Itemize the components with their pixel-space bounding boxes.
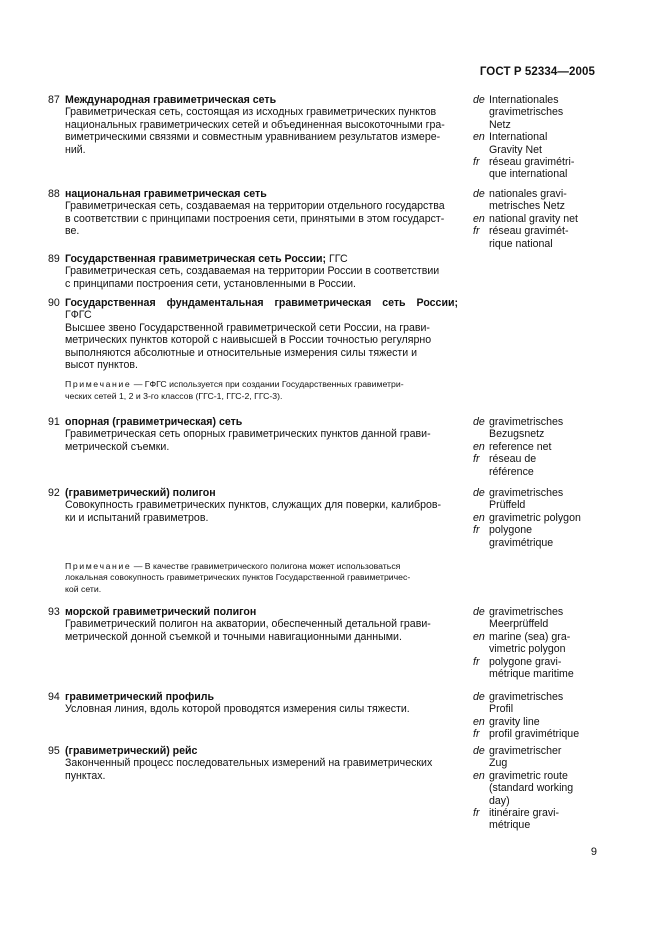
term-number: 94 [48, 691, 60, 703]
term-entry-88 [48, 188, 458, 238]
note-text: ческих сетей 1, 2 и 3-го классов (ГГС-1, ГГС-2, ГГС-3). [65, 390, 283, 401]
term-title-wrap [65, 297, 458, 322]
language-code: fr [473, 524, 480, 537]
equivalent-term-line: day) [489, 794, 510, 807]
term-title-wrap [65, 253, 348, 265]
note-text: кой сети. [65, 583, 102, 594]
term-entry-92 [48, 487, 458, 595]
equivalent-term-line: (standard working [489, 782, 574, 795]
term-definition-line: метрической донной съемкой и точными навигационными данными. [65, 630, 402, 643]
equivalent-term-line: gravimétrique [489, 536, 554, 549]
equivalent-term-line: métrique maritime [489, 668, 574, 681]
foreign-equivalents [473, 416, 623, 478]
equivalent-term-line: Gravity Net [489, 143, 542, 156]
equivalent-term [489, 225, 568, 250]
equivalent-term-line: metrisches Netz [489, 200, 565, 213]
term-definition-line: ве. [65, 225, 80, 238]
equivalent-term [489, 606, 563, 631]
term-title-wrap [65, 487, 216, 499]
term-definition-line: ки и испытаний гравиметров. [65, 511, 209, 524]
equivalent-term-line: gravimetrisches [489, 416, 564, 428]
equivalent-term [489, 131, 547, 156]
language-code: fr [473, 453, 480, 466]
equivalent-term-line: référence [489, 465, 534, 478]
language-code: de [473, 188, 485, 200]
term-note-line [65, 584, 458, 595]
equivalent-de [473, 94, 623, 131]
term-title: (гравиметрический) рейс [65, 745, 198, 757]
term-definition-line: высот пунктов. [65, 359, 138, 372]
term-heading [48, 253, 458, 265]
term-title-wrap [65, 691, 214, 703]
equivalent-term-line: Profil [489, 703, 514, 716]
term-note-line [65, 379, 458, 390]
equivalent-en [473, 131, 623, 156]
equivalent-term [489, 213, 578, 225]
term-definition [65, 322, 458, 372]
language-code: fr [473, 156, 480, 169]
term-definition [65, 428, 458, 453]
term-definition-line: виметрическими связями и совместным уравниванием результатов измере- [65, 131, 441, 144]
equivalent-term-line: itinéraire gravi- [489, 807, 560, 820]
term-entry-94 [48, 691, 458, 716]
term-definition-line: Законченный процесс последовательных измерений на гравиметрических [65, 757, 433, 770]
equivalent-term [489, 691, 563, 716]
term-number: 89 [48, 253, 60, 265]
term-entry-95 [48, 745, 458, 782]
term-heading [48, 94, 458, 106]
equivalent-term [489, 728, 579, 740]
term-title: (гравиметрический) полигон [65, 487, 216, 499]
term-number: 87 [48, 94, 60, 106]
term-note [65, 561, 458, 595]
equivalent-term-line: vimetric polygon [489, 643, 566, 656]
equivalent-term [489, 441, 551, 453]
note-text: локальная совокупность гравиметрических пунктов Государственной гравиметричес- [65, 572, 411, 583]
language-code: en [473, 212, 485, 225]
term-title: морской гравиметрический полигон [65, 606, 257, 618]
equivalent-term-line: profil gravimétrique [489, 728, 580, 741]
note-text: — ГФГС используется при создании Государственных гравиметри- [131, 379, 404, 390]
equivalent-term [489, 156, 574, 181]
term-definition [65, 106, 458, 156]
term-definition-line: Гравиметрическая сеть, состоящая из исходных гравиметрических пунктов [65, 106, 437, 119]
term-number: 88 [48, 188, 60, 200]
equivalent-term [489, 487, 563, 512]
equivalent-term-line: réseau de [489, 453, 537, 466]
term-number: 93 [48, 606, 60, 618]
term-heading [48, 745, 458, 757]
term-definition-line: пунктах. [65, 769, 106, 782]
term-title: Государственная гравиметрическая сеть России; [65, 253, 327, 265]
equivalent-term-line: Prüffeld [489, 499, 526, 512]
equivalent-term-line: polygone gravi- [489, 655, 562, 668]
equivalent-term-line: Bezugsnetz [489, 428, 545, 441]
equivalent-term-line: gravimetrisches [489, 487, 564, 499]
term-title: Международная гравиметрическая сеть [65, 94, 277, 106]
term-note-line [65, 572, 458, 583]
foreign-equivalents [473, 94, 623, 181]
term-number: 95 [48, 745, 60, 757]
term-title-wrap [65, 188, 267, 200]
equivalent-term-line: gravimetrisches [489, 106, 564, 119]
equivalent-term [489, 770, 573, 807]
term-heading [48, 606, 458, 618]
equivalent-term-line: que international [489, 168, 568, 181]
foreign-equivalents [473, 487, 623, 549]
term-definition [65, 265, 458, 290]
language-code: de [473, 416, 485, 428]
language-code: de [473, 691, 485, 703]
equivalent-term [489, 745, 561, 770]
term-number: 91 [48, 416, 60, 428]
term-title-wrap [65, 745, 197, 757]
term-number: 90 [48, 297, 60, 309]
term-definition-line: метрических пунктов которой с наивысшей в России точностью регулярно [65, 334, 432, 347]
equivalent-fr [473, 524, 623, 549]
equivalent-term [489, 524, 553, 549]
note-text: — В качестве гравиметрического полигона может использоваться [131, 561, 401, 572]
foreign-equivalents [473, 606, 623, 680]
term-note-line [65, 561, 458, 572]
equivalent-de [473, 188, 623, 213]
term-definition [65, 200, 458, 237]
term-abbreviation: ГФГС [65, 309, 92, 322]
equivalent-term-line: nationales gravi- [489, 188, 567, 200]
term-title-wrap [65, 94, 276, 106]
term-title-wrap [65, 416, 242, 428]
equivalent-term-line: reference net [489, 440, 552, 453]
equivalent-de [473, 416, 623, 441]
language-code: de [473, 94, 485, 106]
term-definition-line: выполняются абсолютные и относительные измерения силы тяжести и [65, 346, 418, 359]
term-definition-line: ний. [65, 143, 86, 156]
equivalent-term-line: métrique [489, 819, 531, 832]
equivalent-term-line: gravimetrisches [489, 606, 564, 618]
equivalent-term-line: réseau gravimét- [489, 225, 569, 238]
term-title: Государственная фундаментальная гравиметрическая сеть России; [65, 297, 458, 309]
equivalent-term [489, 807, 559, 832]
equivalent-term-line: gravimetrisches [489, 691, 564, 703]
equivalent-term-line: Zug [489, 757, 508, 770]
language-code: en [473, 769, 485, 782]
equivalent-term-line: gravimetric route [489, 769, 568, 782]
term-definition-line: Гравиметрическая сеть, создаваемая на территории отдельного государства [65, 200, 445, 213]
equivalent-term-line: Internationales [489, 94, 559, 106]
equivalent-fr [473, 156, 623, 181]
equivalent-en [473, 441, 623, 453]
term-number: 92 [48, 487, 60, 499]
term-definition-line: Гравиметрический полигон на акватории, обеспеченный детальной грави- [65, 618, 431, 631]
term-entry-91 [48, 416, 458, 453]
language-code: en [473, 440, 485, 453]
language-code: en [473, 131, 485, 144]
term-entry-87 [48, 94, 458, 156]
equivalent-term-line: rique national [489, 237, 553, 250]
equivalent-term [489, 416, 563, 441]
term-heading [48, 297, 458, 322]
equivalent-de [473, 487, 623, 512]
term-definition-line: в соответствии с принципами построения сети, принятыми в этом государст- [65, 212, 445, 225]
equivalent-de [473, 606, 623, 631]
term-definition [65, 499, 458, 524]
language-code: en [473, 715, 485, 728]
language-code: fr [473, 655, 480, 668]
equivalent-fr [473, 453, 623, 478]
language-code: fr [473, 728, 480, 741]
equivalent-term-line: gravimetric polygon [489, 511, 581, 524]
term-title-wrap [65, 606, 256, 618]
language-code: fr [473, 225, 480, 238]
term-definition-line: Совокупность гравиметрических пунктов, служащих для поверки, калибров- [65, 499, 442, 512]
equivalent-term [489, 188, 567, 213]
equivalent-de [473, 745, 623, 770]
term-heading [48, 691, 458, 703]
term-definition [65, 757, 458, 782]
term-definition [65, 618, 458, 643]
equivalent-en [473, 631, 623, 656]
equivalent-fr [473, 807, 623, 832]
foreign-equivalents [473, 691, 623, 741]
equivalent-fr [473, 656, 623, 681]
equivalent-term-line: national gravity net [489, 212, 578, 225]
equivalent-term-line: Netz [489, 118, 511, 131]
term-heading [48, 487, 458, 499]
page-number: 9 [590, 846, 597, 858]
language-code: de [473, 487, 485, 499]
note-label: Примечание [65, 561, 132, 572]
equivalent-en [473, 770, 623, 807]
term-definition-line: метрической съемки. [65, 440, 170, 453]
equivalent-term-line: réseau gravimétri- [489, 156, 575, 169]
language-code: en [473, 630, 485, 643]
term-heading [48, 416, 458, 428]
term-title: национальная гравиметрическая сеть [65, 188, 267, 200]
term-title: гравиметрический профиль [65, 691, 214, 703]
term-definition [65, 703, 458, 715]
term-note-line [65, 391, 458, 402]
equivalent-term [489, 94, 563, 131]
equivalent-de [473, 691, 623, 716]
equivalent-term [489, 656, 574, 681]
term-entry-93 [48, 606, 458, 643]
language-code: de [473, 606, 485, 618]
term-abbreviation: ГГС [326, 253, 348, 265]
language-code: fr [473, 807, 480, 820]
equivalent-en [473, 716, 623, 728]
term-definition-line: Гравиметрическая сеть, создаваемая на территории России в соответствии [65, 265, 440, 278]
document-standard-header: ГОСТ Р 52334—2005 [479, 66, 595, 78]
term-definition-line: Условная линия, вдоль которой проводятся измерения силы тяжести. [65, 703, 410, 716]
note-label: Примечание [65, 379, 132, 390]
term-title: опорная (гравиметрическая) сеть [65, 416, 243, 428]
equivalent-term-line: gravimetrischer [489, 745, 562, 757]
equivalent-fr [473, 728, 623, 740]
equivalent-term [489, 716, 540, 728]
foreign-equivalents [473, 745, 623, 832]
equivalent-fr [473, 225, 623, 250]
term-definition-line: Высшее звено Государственной гравиметрической сети России, на грави- [65, 321, 430, 334]
equivalent-term-line: polygone [489, 524, 533, 537]
equivalent-term [489, 512, 581, 524]
term-entry-90 [48, 297, 458, 402]
term-definition-line: с принципами построения сети, установленными в России. [65, 277, 356, 290]
equivalent-en [473, 512, 623, 524]
equivalent-en [473, 213, 623, 225]
language-code: en [473, 511, 485, 524]
foreign-equivalents [473, 188, 623, 250]
equivalent-term [489, 453, 536, 478]
equivalent-term-line: marine (sea) gra- [489, 630, 571, 643]
language-code: de [473, 745, 485, 757]
equivalent-term [489, 631, 570, 656]
term-definition-line: Гравиметрическая сеть опорных гравиметрических пунктов данной грави- [65, 428, 431, 441]
term-note [65, 379, 458, 401]
term-heading [48, 188, 458, 200]
equivalent-term-line: Meerprüffeld [489, 618, 549, 631]
term-entry-89 [48, 253, 458, 290]
equivalent-term-line: gravity line [489, 715, 540, 728]
equivalent-term-line: International [489, 131, 548, 144]
term-definition-line: национальных гравиметрических сетей и объединенная высокоточными гра- [65, 118, 445, 131]
